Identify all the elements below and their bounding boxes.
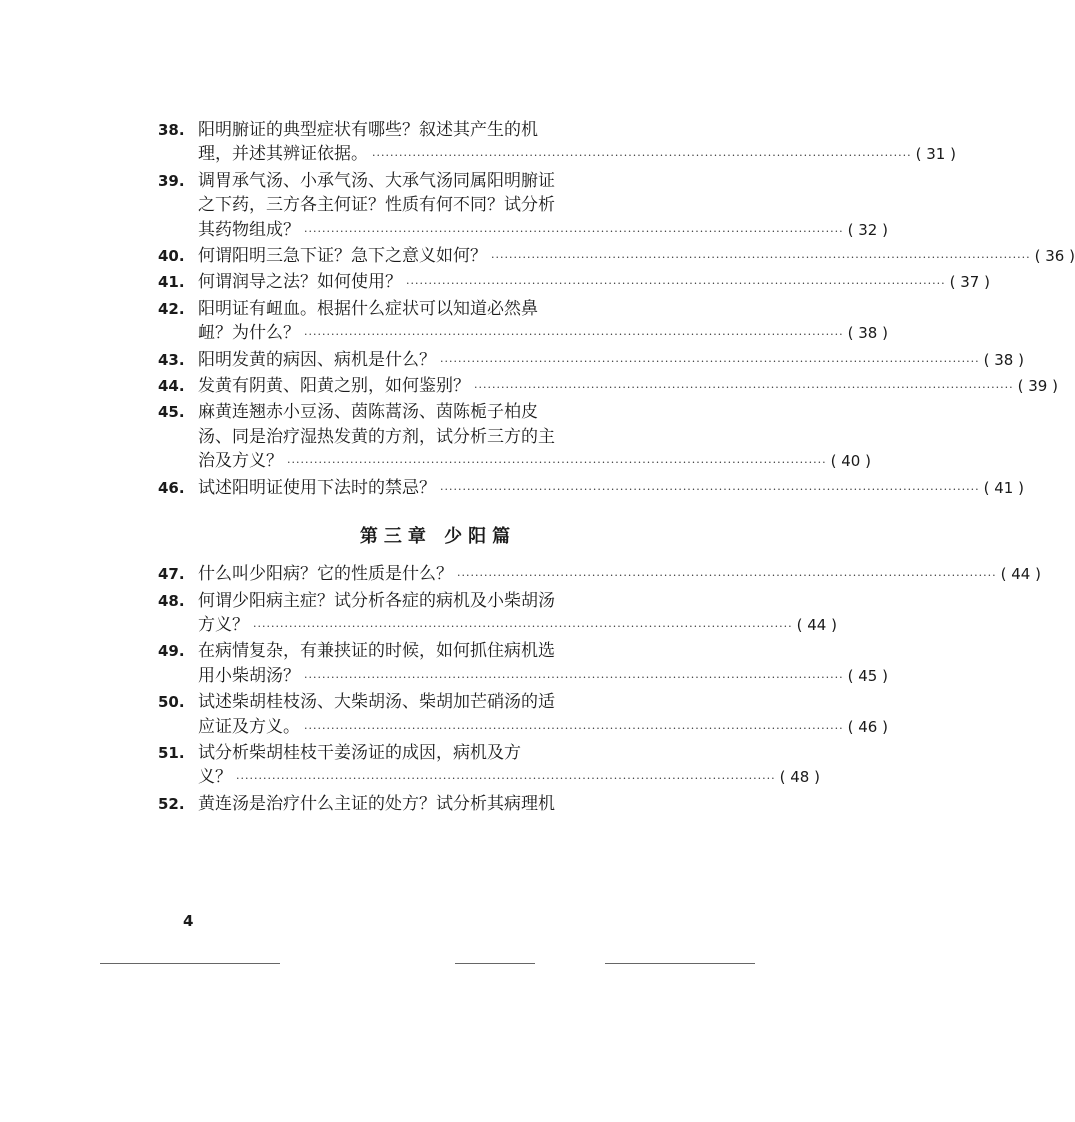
toc-entry bbox=[158, 169, 888, 244]
entry-text: 其药物组成？ bbox=[198, 219, 300, 240]
dot-leader: ························································································································ bbox=[372, 149, 912, 163]
entry-text: 试述柴胡桂枝汤、大柴胡汤、柴胡加芒硝汤的适 bbox=[198, 692, 555, 713]
entry-page-number: ( 40 ) bbox=[830, 452, 871, 471]
entry-text: 之下药，三方各主何证？性质有何不同？试分析 bbox=[198, 195, 555, 216]
toc-section-shaoyang bbox=[158, 562, 1041, 792]
entry-text: 应证及方义。 bbox=[198, 716, 300, 737]
entry-text: 衄？为什么？ bbox=[198, 323, 300, 344]
entry-text: 方义？ bbox=[198, 614, 249, 635]
entry-text: 阳明发黄的病因、病机是什么？ bbox=[198, 349, 436, 370]
entry-number: 44. bbox=[158, 377, 185, 396]
dot-leader: ························································································································ bbox=[304, 721, 844, 735]
entry-text: 何谓少阳病主症？试分析各症的病机及小柴胡汤 bbox=[198, 590, 555, 611]
entry-text: 在病情复杂，有兼挟证的时候，如何抓住病机选 bbox=[198, 641, 555, 662]
entry-text: 什么叫少阳病？它的性质是什么？ bbox=[198, 564, 453, 585]
entry-text: 何谓润导之法？如何使用？ bbox=[198, 272, 402, 293]
chapter-heading: 第三章 少阳篇 bbox=[359, 526, 517, 548]
toc-entry bbox=[158, 639, 888, 690]
entry-text: 理，并述其辨证依据。 bbox=[198, 144, 368, 165]
entry-number: 50. bbox=[158, 693, 185, 712]
dot-leader: ························································································································ bbox=[236, 772, 776, 786]
entry-number: 38. bbox=[158, 121, 185, 139]
entry-page-number: ( 31 ) bbox=[915, 145, 956, 164]
entry-text: 调胃承气汤、小承气汤、大承气汤同属阳明腑证 bbox=[198, 170, 555, 191]
entry-number: 43. bbox=[158, 350, 185, 369]
entry-page-number: ( 41 ) bbox=[983, 478, 1024, 497]
dot-leader: ························································································································ bbox=[474, 381, 1014, 395]
dot-leader: ························································································································ bbox=[457, 569, 997, 583]
toc-entry bbox=[158, 244, 1075, 270]
entry-text: 麻黄连翘赤小豆汤、茵陈蒿汤、茵陈栀子柏皮 bbox=[198, 402, 538, 423]
entry-page-number: ( 44 ) bbox=[796, 615, 837, 634]
toc-entry bbox=[158, 297, 888, 348]
entry-number: 52. bbox=[158, 794, 185, 813]
entry-number: 40. bbox=[158, 247, 185, 266]
page-number: 4 bbox=[183, 912, 194, 930]
bottom-rule bbox=[455, 963, 535, 964]
entry-number: 45. bbox=[158, 403, 185, 422]
bottom-rule bbox=[100, 963, 280, 964]
entry-text: 用小柴胡汤？ bbox=[198, 665, 300, 686]
entry-number: 51. bbox=[158, 743, 185, 762]
entry-text: 黄连汤是治疗什么主证的处方？试分析其病理机 bbox=[198, 793, 555, 814]
entry-page-number: ( 37 ) bbox=[949, 273, 990, 292]
toc-entry bbox=[158, 741, 820, 792]
dot-leader: ························································································································ bbox=[440, 354, 980, 368]
toc-entry bbox=[158, 400, 871, 475]
entry-text: 试述阳明证使用下法时的禁忌？ bbox=[198, 477, 436, 498]
entry-number: 49. bbox=[158, 642, 185, 661]
entry-number: 41. bbox=[158, 273, 185, 292]
dot-leader: ························································································································ bbox=[406, 277, 946, 291]
entry-page-number: ( 46 ) bbox=[847, 717, 888, 736]
entry-text: 何谓阳明三急下证？急下之意义如何？ bbox=[198, 246, 487, 267]
entry-text: 发黄有阴黄、阳黄之别，如何鉴别？ bbox=[198, 376, 470, 397]
entry-page-number: ( 45 ) bbox=[847, 666, 888, 685]
entry-number: 42. bbox=[158, 299, 185, 318]
dot-leader: ························································································································ bbox=[253, 619, 793, 633]
toc-entry bbox=[158, 374, 1058, 400]
toc-entry bbox=[158, 348, 1024, 374]
toc-entry bbox=[158, 270, 990, 296]
bottom-rule bbox=[605, 963, 755, 964]
dot-leader: ························································································································ bbox=[440, 482, 980, 496]
toc-entry bbox=[158, 476, 1024, 502]
toc-entry bbox=[158, 589, 837, 640]
entry-text: 义？ bbox=[198, 767, 232, 788]
entry-number: 46. bbox=[158, 478, 185, 497]
entry-text: 试分析柴胡桂枝干姜汤证的成因，病机及方 bbox=[198, 742, 521, 763]
entry-number: 39. bbox=[158, 171, 185, 190]
entry-page-number: ( 39 ) bbox=[1017, 377, 1058, 396]
entry-text: 阳明证有衄血。根据什么症状可以知道必然鼻 bbox=[198, 298, 538, 319]
entry-text: 治及方义？ bbox=[198, 451, 283, 472]
table-of-contents bbox=[158, 118, 1075, 816]
entry-page-number: ( 36 ) bbox=[1034, 247, 1075, 266]
entry-text: 阳明腑证的典型症状有哪些？叙述其产生的机 bbox=[198, 120, 538, 140]
dot-leader: ························································································································ bbox=[491, 251, 1031, 265]
toc-section-yangming bbox=[158, 118, 1075, 502]
entry-number: 47. bbox=[158, 565, 185, 584]
toc-entry bbox=[158, 118, 956, 169]
entry-page-number: ( 38 ) bbox=[847, 324, 888, 343]
dot-leader: ························································································································ bbox=[304, 328, 844, 342]
entry-number: 48. bbox=[158, 591, 185, 610]
entry-page-number: ( 48 ) bbox=[779, 768, 820, 787]
entry-page-number: ( 44 ) bbox=[1000, 565, 1041, 584]
toc-entry bbox=[158, 690, 888, 741]
toc-entry bbox=[158, 792, 718, 816]
entry-page-number: ( 38 ) bbox=[983, 350, 1024, 369]
dot-leader: ························································································································ bbox=[304, 224, 844, 238]
entry-text: 汤、同是治疗湿热发黄的方剂，试分析三方的主 bbox=[198, 426, 555, 447]
dot-leader: ························································································································ bbox=[287, 456, 827, 470]
toc-entry bbox=[158, 562, 1041, 588]
dot-leader: ························································································································ bbox=[304, 670, 844, 684]
entry-page-number: ( 32 ) bbox=[847, 220, 888, 239]
